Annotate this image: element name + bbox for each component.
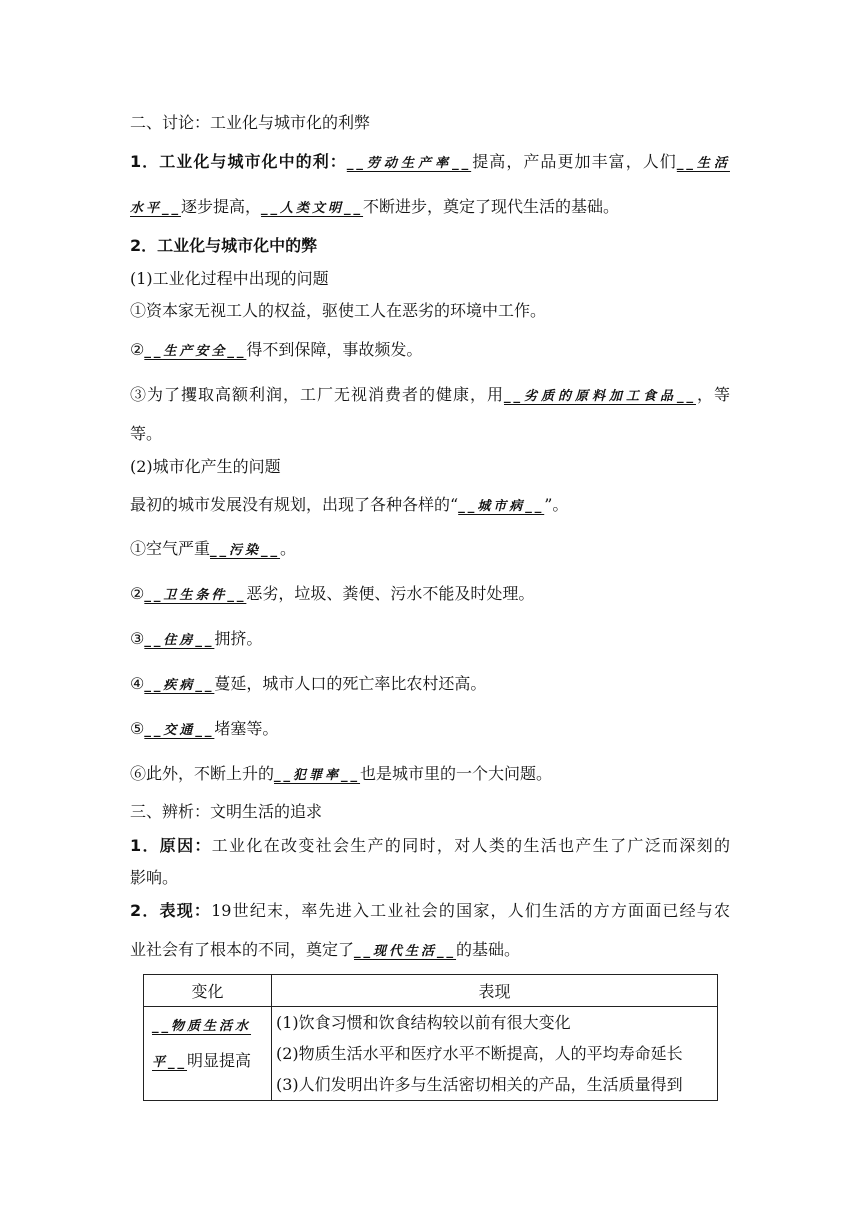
urban-problems-heading: (2)城市化产生的问题 [130, 457, 281, 476]
list-item: (3)人们发明出许多与生活密切相关的产品，生活质量得到 [276, 1075, 683, 1094]
urban-item-2: ②__卫生条件__恶劣，垃圾、粪便、污水不能及时处理。 [130, 584, 535, 603]
reason-paragraph: 1．原因：工业化在改变社会生产的同时，对人类的生活也产生了广泛而深刻的 [130, 836, 730, 855]
manifest-paragraph: 2．表现：19世纪末，率先进入工业社会的国家，人们生活的方方面面已经与农 [130, 901, 730, 920]
urban-intro: 最初的城市发展没有规划，出现了各种各样的“__城市病__”。 [130, 495, 569, 514]
problem-item-3-cont: 等。 [130, 424, 163, 443]
col-header-manifestation: 表现 [272, 975, 718, 1007]
section-heading-3: 三、辨析：文明生活的追求 [130, 802, 323, 821]
industrial-problems-heading: (1)工业化过程中出现的问题 [130, 269, 329, 288]
urban-item-6: ⑥此外，不断上升的__犯罪率__也是城市里的一个大问题。 [130, 764, 553, 783]
changes-table [143, 974, 718, 1101]
manifest-paragraph-cont: 业社会有了根本的不同，奠定了__现代生活__的基础。 [130, 940, 521, 959]
col-header-change: 变化 [144, 975, 272, 1007]
urban-item-5: ⑤__交通__堵塞等。 [130, 719, 279, 738]
reason-paragraph-cont: 影响。 [130, 868, 179, 887]
paragraph-benefits: 1．工业化与城市化中的利：__劳动生产率__提高，产品更加丰富，人们__生活 [130, 152, 730, 171]
table-header-row [144, 975, 718, 1007]
problem-item-3: ③为了攫取高额利润，工厂无视消费者的健康，用__劣质的原料加工食品__，等 [130, 385, 730, 404]
change-cell: __物质生活水 平__明显提高 [144, 1007, 272, 1101]
manifestation-cell [272, 1007, 718, 1101]
list-item: (1)饮食习惯和饮食结构较以前有很大变化 [276, 1013, 571, 1032]
drawbacks-heading: 2．工业化与城市化中的弊 [130, 236, 318, 255]
urban-item-1: ①空气严重__污染__。 [130, 539, 297, 558]
urban-item-4: ④__疾病__蔓延，城市人口的死亡率比农村还高。 [130, 674, 487, 693]
table-row [144, 1007, 718, 1101]
urban-item-3: ③__住房__拥挤。 [130, 629, 263, 648]
list-item: (2)物质生活水平和医疗水平不断提高，人的平均寿命延长 [276, 1044, 683, 1063]
paragraph-benefits-cont: 水平__逐步提高，__人类文明__不断进步，奠定了现代生活的基础。 [130, 197, 620, 216]
problem-item-2: ②__生产安全__得不到保障，事故频发。 [130, 340, 423, 359]
section-heading-2: 二、讨论：工业化与城市化的利弊 [130, 113, 371, 132]
problem-item-1: ①资本家无视工人的权益，驱使工人在恶劣的环境中工作。 [130, 301, 547, 320]
